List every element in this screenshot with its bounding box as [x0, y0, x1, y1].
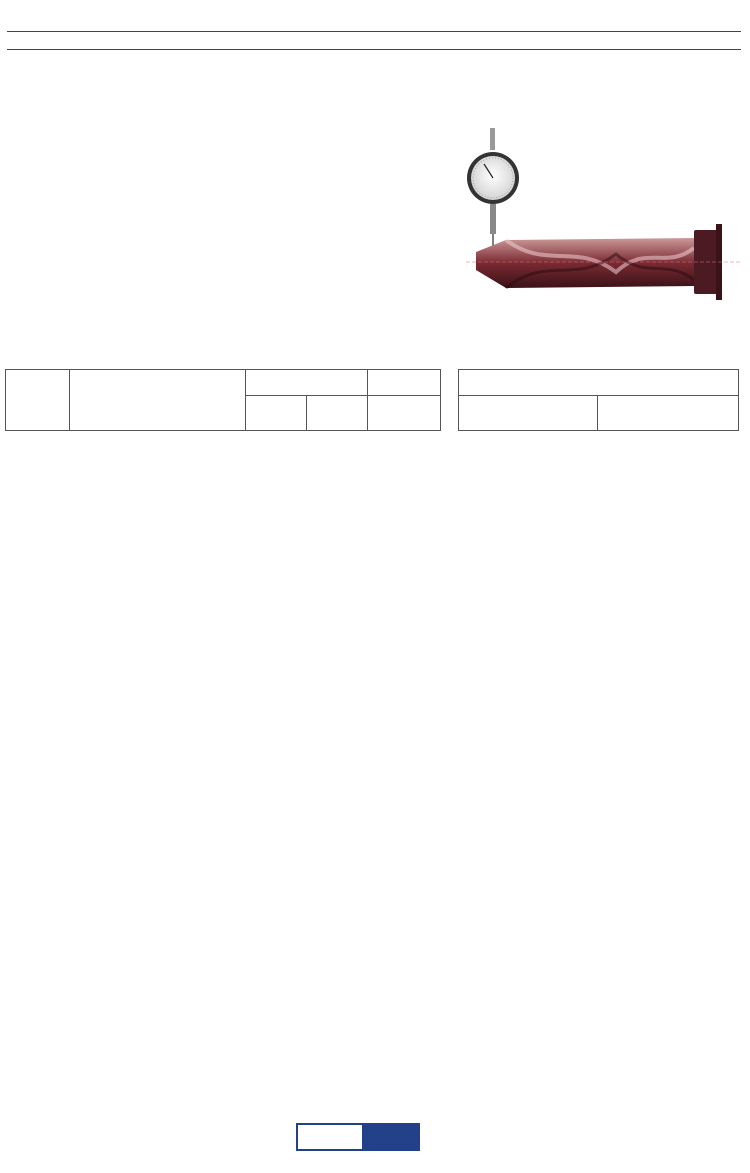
hrc-header: [307, 396, 368, 431]
tensile-unit: [368, 396, 441, 431]
dial-indicator-icon: [467, 128, 519, 250]
sample-title: [459, 370, 739, 396]
logo-chinese: [362, 1125, 418, 1149]
hardness-header: [246, 370, 368, 396]
tir-illustration: [466, 120, 742, 310]
groups-header: [6, 370, 70, 431]
drill-icon: [466, 224, 742, 300]
hb-header: [246, 396, 307, 431]
workpiece-header: [70, 370, 246, 431]
title-rule-lower: [7, 49, 741, 50]
sample-table: [458, 369, 739, 431]
brand-logo: [296, 1123, 420, 1167]
iso-header: [598, 396, 739, 431]
material-table: [5, 369, 441, 431]
chinese-header: [459, 396, 598, 431]
logo-brand: [298, 1125, 362, 1149]
title-rule: [7, 31, 741, 32]
tensile-header: [368, 370, 441, 396]
